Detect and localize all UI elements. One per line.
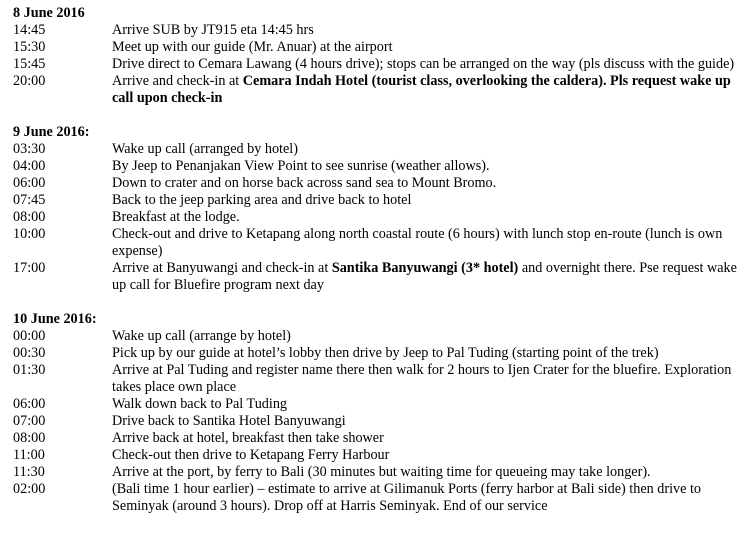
highlighted-text: Cemara Indah Hotel (tourist class, overlooking the caldera). Pls request wake up call upon check-in	[112, 73, 731, 106]
schedule-row	[13, 141, 740, 158]
schedule-description	[112, 56, 740, 73]
description-text: By Jeep to Penanjakan View Point to see sunrise (weather allows).	[112, 158, 490, 174]
schedule-row	[13, 56, 740, 73]
schedule-description	[112, 209, 740, 226]
schedule-description	[112, 481, 740, 515]
description-text: Check-out then drive to Ketapang Ferry Harbour	[112, 447, 390, 463]
schedule-time: 14:45	[13, 22, 46, 38]
schedule-time: 03:30	[13, 141, 46, 157]
description-text: Drive direct to Cemara Lawang (4 hours drive); stops can be arranged on the way (pls discuss with the guide)	[112, 56, 735, 72]
description-text: Walk down back to Pal Tuding	[112, 396, 288, 412]
day-section	[13, 311, 740, 515]
schedule-time: 08:00	[13, 430, 46, 446]
schedule-time: 04:00	[13, 158, 46, 174]
schedule-time: 15:30	[13, 39, 46, 55]
description-text: Arrive at Pal Tuding and register name there then walk for 2 hours to Ijen Crater for the bluefire. Exploration takes place own place	[112, 362, 732, 395]
schedule-row	[13, 226, 740, 260]
day-heading: 10 June 2016:	[13, 311, 97, 327]
schedule-description	[112, 260, 740, 294]
highlighted-text: Santika Banyuwangi (3* hotel)	[331, 260, 519, 276]
schedule-row	[13, 175, 740, 192]
day-heading: 8 June 2016	[13, 5, 85, 21]
schedule-description	[112, 192, 740, 209]
schedule-time: 10:00	[13, 226, 46, 242]
schedule-row	[13, 362, 740, 396]
schedule-description	[112, 447, 740, 464]
description-text: Wake up call (arrange by hotel)	[112, 328, 291, 344]
description-text: Check-out and drive to Ketapang along north coastal route (6 hours) with lunch stop en-route (lunch is own expense)	[112, 226, 723, 259]
schedule-description	[112, 345, 740, 362]
schedule-row	[13, 447, 740, 464]
description-text: Arrive at Banyuwangi and check-in at	[112, 260, 332, 276]
description-text: Arrive at the port, by ferry to Bali (30 minutes but waiting time for queueing may take longer).	[112, 464, 651, 480]
schedule-time: 08:00	[13, 209, 46, 225]
description-text: Arrive back at hotel, breakfast then take shower	[112, 430, 384, 446]
description-text: Arrive and check-in at	[112, 73, 243, 89]
schedule-description	[112, 362, 740, 396]
schedule-description	[112, 226, 740, 260]
description-text: Drive back to Santika Hotel Banyuwangi	[112, 413, 346, 429]
schedule-description	[112, 73, 740, 107]
schedule-row	[13, 39, 740, 56]
schedule-time: 07:00	[13, 413, 46, 429]
description-text: and overnight there. Pse request wake up call for Bluefire program next day	[112, 260, 737, 293]
schedule-time: 20:00	[13, 73, 46, 89]
description-text: Arrive SUB by JT915 eta 14:45 hrs	[112, 22, 314, 38]
schedule-row	[13, 328, 740, 345]
day-section	[13, 124, 740, 294]
schedule-row	[13, 22, 740, 39]
schedule-time: 00:30	[13, 345, 46, 361]
description-text: Meet up with our guide (Mr. Anuar) at the airport	[112, 39, 393, 55]
schedule-time: 11:30	[13, 464, 45, 480]
description-text: Pick up by our guide at hotel’s lobby then drive by Jeep to Pal Tuding (starting point of the trek)	[112, 345, 659, 361]
schedule-description	[112, 430, 740, 447]
schedule-time: 06:00	[13, 175, 46, 191]
schedule-description	[112, 328, 740, 345]
schedule-time: 15:45	[13, 56, 46, 72]
schedule-time: 01:30	[13, 362, 46, 378]
schedule-row	[13, 464, 740, 481]
schedule-description	[112, 175, 740, 192]
schedule-description	[112, 464, 740, 481]
schedule-row	[13, 260, 740, 294]
schedule-description	[112, 158, 740, 175]
schedule-row	[13, 345, 740, 362]
schedule-time: 06:00	[13, 396, 46, 412]
schedule-time: 17:00	[13, 260, 46, 276]
schedule-description	[112, 413, 740, 430]
schedule-row	[13, 413, 740, 430]
schedule-row	[13, 73, 740, 107]
schedule-row	[13, 481, 740, 515]
schedule-time: 00:00	[13, 328, 46, 344]
schedule-row	[13, 430, 740, 447]
schedule-time: 02:00	[13, 481, 46, 497]
schedule-row	[13, 209, 740, 226]
description-text: Down to crater and on horse back across sand sea to Mount Bromo.	[112, 175, 497, 191]
description-text: (Bali time 1 hour earlier) – estimate to arrive at Gilimanuk Ports (ferry harbor at Bali side) then drive to Seminyak (around 3 hours). Drop off at Harris Seminyak. End of our service	[112, 481, 701, 514]
schedule-description	[112, 39, 740, 56]
schedule-time: 11:00	[13, 447, 45, 463]
day-section	[13, 5, 740, 107]
description-text: Wake up call (arranged by hotel)	[112, 141, 298, 157]
description-text: Breakfast at the lodge.	[112, 209, 240, 225]
schedule-description	[112, 141, 740, 158]
schedule-description	[112, 22, 740, 39]
schedule-row	[13, 158, 740, 175]
description-text: Back to the jeep parking area and drive back to hotel	[112, 192, 412, 208]
schedule-time: 07:45	[13, 192, 46, 208]
schedule-row	[13, 192, 740, 209]
schedule-description	[112, 396, 740, 413]
schedule-row	[13, 396, 740, 413]
day-heading: 9 June 2016:	[13, 124, 90, 140]
